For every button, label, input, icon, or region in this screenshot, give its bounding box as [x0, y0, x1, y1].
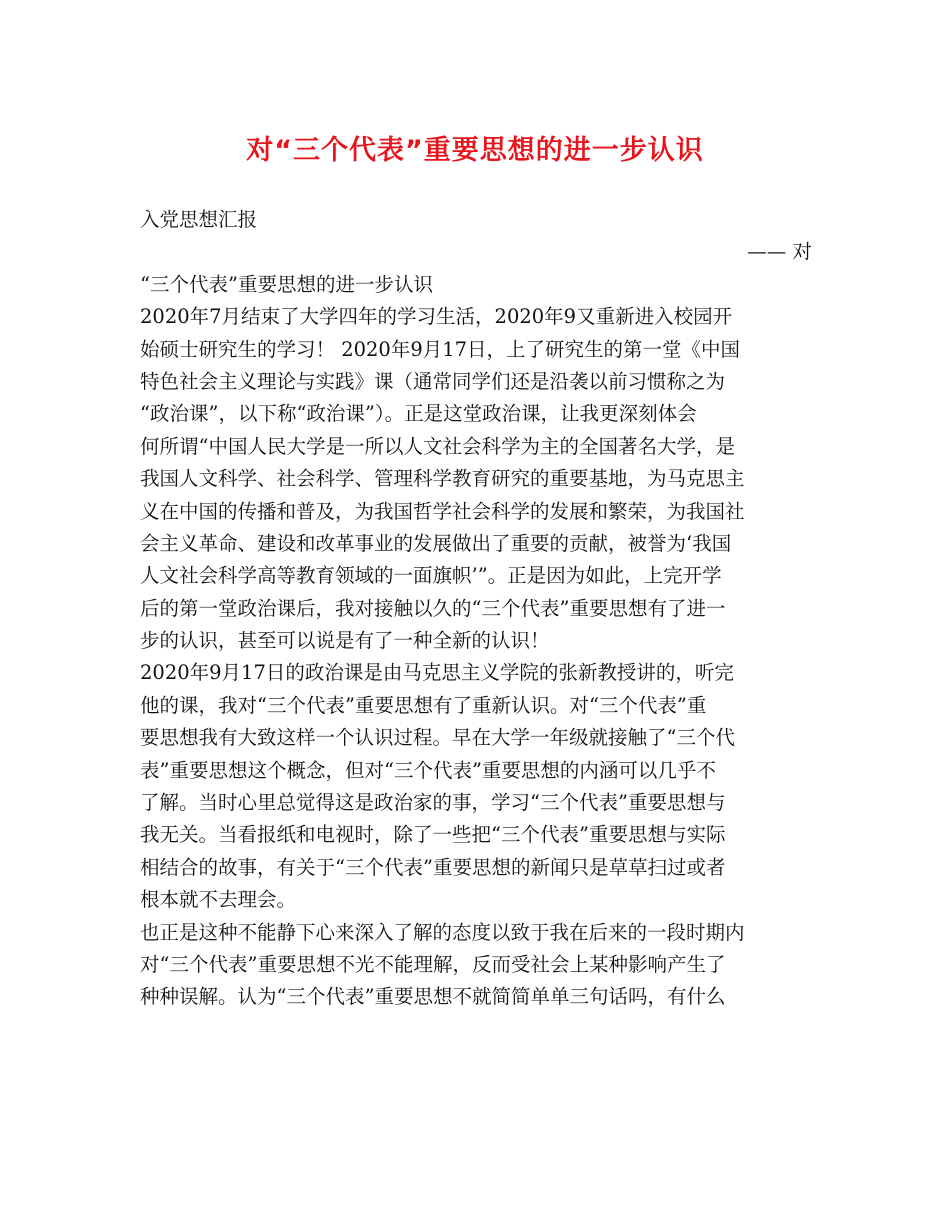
text-line: 会主义革命、建设和改革事业的发展做出了重要的贡献，被誉为‘我国 — [140, 531, 732, 555]
text-line: 后的第一堂政治课后，我对接触以久的“三个代表”重要思想有了进一 — [140, 596, 726, 620]
text-line: 义在中国的传播和普及，为我国哲学社会科学的发展和繁荣，为我国社 — [140, 499, 745, 523]
text-line: —— 对 — [747, 240, 812, 264]
document-title: 对“三个代表”重要思想的进一步认识 — [246, 135, 704, 166]
document-body — [140, 204, 812, 1014]
text-line: “政治课”，以下称“政治课”）。正是这堂政治课，让我更深刻体会 — [140, 402, 697, 426]
text-line: 何所谓“中国人民大学是一所以人文社会科学为主的全国著名大学，是 — [140, 434, 735, 458]
text-line: 特色社会主义理论与实践》课（通常同学们还是沿袭以前习惯称之为 — [140, 369, 726, 393]
text-line: 我国人文科学、社会科学、管理科学教育研究的重要基地，为马克思主 — [140, 467, 745, 491]
text-line: 对“三个代表”重要思想不光不能理解，反而受社会上某种影响产生了 — [140, 952, 726, 976]
text-line: 要思想我有大致这样一个认识过程。早在大学一年级就接触了“三个代 — [140, 726, 735, 750]
text-line: 根本就不去理会。 — [140, 888, 297, 912]
text-line: 2020年7月结束了大学四年的学习生活，2020年9又重新进入校园开 — [140, 305, 733, 329]
text-line: 始硕士研究生的学习！ 2020年9月17日，上了研究生的第一堂《中国 — [140, 337, 741, 361]
text-line: 2020年9月17日的政治课是由马克思主义学院的张新教授讲的，听完 — [140, 661, 734, 685]
text-line: 入党思想汇报 — [140, 208, 258, 231]
text-line: 人文社会科学高等教育领域的一面旗帜’”。正是因为如此，上完开学 — [140, 564, 722, 588]
text-line: 表”重要思想这个概念，但对“三个代表”重要思想的内涵可以几乎不 — [140, 758, 716, 782]
text-line: 种种误解。认为“三个代表”重要思想不就简简单单三句话吗，有什么 — [140, 985, 726, 1009]
text-line: 步的认识，甚至可以说是有了一种全新的认识！ — [140, 629, 550, 653]
text-line: 也正是这种不能静下心来深入了解的态度以致于我在后来的一段时期内 — [140, 920, 745, 944]
text-line: “三个代表”重要思想的进一步认识 — [140, 272, 433, 296]
text-line: 相结合的故事，有关于“三个代表”重要思想的新闻只是草草扫过或者 — [140, 855, 726, 879]
text-line: 了解。当时心里总觉得这是政治家的事，学习“三个代表”重要思想与 — [140, 791, 726, 815]
text-line: 我无关。当看报纸和电视时，除了一些把“三个代表”重要思想与实际 — [140, 823, 726, 847]
text-line: 他的课，我对“三个代表”重要思想有了重新认识。对“三个代表”重 — [140, 693, 707, 717]
